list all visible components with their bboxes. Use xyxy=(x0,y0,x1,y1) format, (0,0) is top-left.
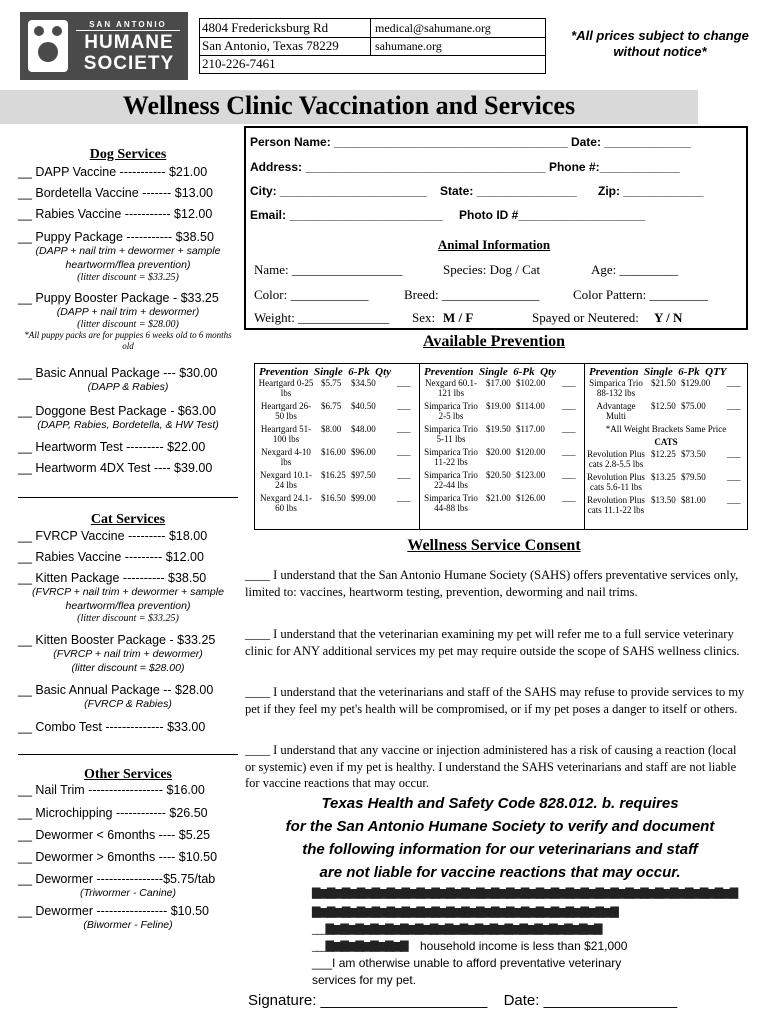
puppy-booster-discount: (litter discount = $28.00) xyxy=(77,319,179,330)
logo-top-text: SAN ANTONIO xyxy=(76,20,180,31)
dog-service-rabies: __ Rabies Vaccine ----------- $12.00 xyxy=(18,207,213,221)
consent-title: Wellness Service Consent xyxy=(407,537,581,554)
quantity-field[interactable]: ___ xyxy=(397,424,411,434)
state-field[interactable]: State: _______________ xyxy=(440,184,577,198)
other-service-microchipping: __ Microchipping ------------ $26.50 xyxy=(18,806,208,820)
product-name: Nexgard 4-10 lbs xyxy=(261,447,311,467)
spayed-neutered-field[interactable]: Y / N xyxy=(654,310,683,325)
services-list xyxy=(18,133,238,932)
six-pack-price: $79.50 xyxy=(681,472,706,482)
email-field[interactable]: Email: _______________________ xyxy=(250,208,443,222)
quantity-field[interactable]: ___ xyxy=(397,470,411,480)
product-name: Nexgard 24.1-60 lbs xyxy=(260,493,312,513)
dog-services-heading: Dog Services xyxy=(89,147,167,162)
product-name: Simparica Trio 5-11 lbs xyxy=(424,424,478,444)
prevention-row xyxy=(585,472,747,495)
prevention-row xyxy=(255,447,419,470)
sex-field[interactable]: M / F xyxy=(443,310,474,325)
person-name-field[interactable]: Person Name: ___________________________________ Date: _____________ xyxy=(250,135,692,149)
kitten-litter-discount: (litter discount = $33.25) xyxy=(77,613,179,624)
triwormer-detail: (Triwormer - Canine) xyxy=(79,887,177,899)
garbled-text-line: ▇▆▇▆▇▆▇▆▇▆▇▆▇▆▇▆▇▆▇▆▇▆▇▆▇▆▇▆▇▆▇▆▇▆▇▆▇▆▇▆▇ xyxy=(312,905,618,918)
prevention-header: Prevention Single 6-Pk Qty xyxy=(424,366,557,378)
color-field[interactable]: Color: ____________ xyxy=(254,287,369,302)
product-name: Revolution Plus cats 2.8-5.5 lbs xyxy=(587,449,645,469)
single-price: $13.50 xyxy=(651,495,676,505)
breed-field[interactable]: Breed: _______________ xyxy=(404,287,540,302)
six-pack-price: $34.50 xyxy=(351,378,376,388)
kitten-package-detail-1: (FVRCP + nail trim + dewormer + sample xyxy=(32,586,224,598)
client-info-box xyxy=(244,126,748,330)
animal-info-heading: Animal Information xyxy=(437,237,551,252)
six-pack-price: $126.00 xyxy=(516,493,546,503)
prevention-row xyxy=(585,378,747,401)
cats-label: CATS xyxy=(654,437,678,447)
humane-society-logo xyxy=(20,12,188,80)
income-line-3: services for my pet. xyxy=(312,973,417,987)
prevention-row xyxy=(255,493,419,516)
six-pack-price: $114.00 xyxy=(516,401,545,411)
single-price: $8.00 xyxy=(321,424,342,434)
six-pack-price: $97.50 xyxy=(351,470,376,480)
other-services-heading: Other Services xyxy=(84,767,172,782)
cat-service-rabies: __ Rabies Vaccine --------- $12.00 xyxy=(18,550,204,564)
quantity-field[interactable]: ___ xyxy=(562,447,576,457)
consent-paragraph-3: ____ I understand that the veterinarians and staff of the SAHS may refuse to provide services to my pet if they feel my pet's health will be compromised, or if my pet poses a danger to itself or others. xyxy=(245,685,745,716)
six-pack-price: $99.00 xyxy=(351,493,376,503)
product-name: Nexgard 60.1-121 lbs xyxy=(425,378,477,398)
puppy-pack-note: *All puppy packs are for puppies 6 weeks old to 6 months old xyxy=(24,330,232,351)
texas-code-notice: Texas Health and Safety Code 828.012. b. requires for the San Antonio Humane Society to verify and document the following information for our veterinarians and staff are not liable for vaccine reactions that may occur. xyxy=(285,795,715,881)
address-field[interactable]: Address: ____________________________________ Phone #:____________ xyxy=(250,160,680,174)
other-service-biwormer: __ Dewormer ----------------- $10.50 xyxy=(18,904,209,918)
dog-service-heartworm-test: __ Heartworm Test --------- $22.00 xyxy=(18,440,206,454)
price-note: *All prices subject to change without notice* xyxy=(571,28,749,59)
other-service-dewormer-over-6mo: __ Dewormer > 6months ---- $10.50 xyxy=(18,850,218,864)
contact-box xyxy=(199,18,546,74)
single-price: $19.50 xyxy=(486,424,511,434)
biwormer-detail: (Biwormer - Feline) xyxy=(83,919,173,931)
prevention-column-2 xyxy=(420,364,585,529)
prevention-column-1 xyxy=(255,364,420,529)
city-field[interactable]: City: ______________________ xyxy=(250,184,427,198)
cat-annual-detail: (FVRCP & Rabies) xyxy=(84,698,172,710)
product-name: Heartgard 26-50 lbs xyxy=(260,401,312,421)
garbled-text-line: ___▇▆▇▆▇▆▇▆▇▆▇▆▇▆▇▆▇▆▇▆▇▆▇▆▇▆▇▆▇▆▇▆▇▆▇▆▇ xyxy=(312,922,602,935)
weight-bracket-note: *All Weight Brackets Same Price xyxy=(605,424,727,434)
dog-service-doggone-best: __ Doggone Best Package - $63.00 xyxy=(18,404,217,418)
pet-silhouette-icon xyxy=(28,20,68,72)
color-pattern-field[interactable]: Color Pattern: _________ xyxy=(573,287,709,302)
spayed-neutered-label: Spayed or Neutered: xyxy=(532,310,639,325)
single-price: $5.75 xyxy=(321,378,342,388)
other-service-triwormer: __ Dewormer ----------------$5.75/tab xyxy=(18,872,216,886)
garbled-text-line: ___▇▆▇▆▇▆▇▆▇▆▇ xyxy=(312,939,408,952)
six-pack-price: $102.00 xyxy=(516,378,546,388)
zip-field[interactable]: Zip: ____________ xyxy=(598,184,704,198)
prevention-row xyxy=(420,470,584,493)
quantity-field[interactable]: ___ xyxy=(562,470,576,480)
prevention-row xyxy=(255,378,419,401)
puppy-package-detail-2: heartworm/flea prevention) xyxy=(65,259,191,271)
quantity-field[interactable]: ___ xyxy=(727,472,741,482)
quantity-field[interactable]: ___ xyxy=(562,378,576,388)
logo-line1: HUMANE xyxy=(84,32,174,53)
single-price: $21.00 xyxy=(486,493,511,503)
dog-service-bordetella: __ Bordetella Vaccine ------- $13.00 xyxy=(18,186,213,200)
prevention-row xyxy=(585,401,747,424)
age-field[interactable]: Age: _________ xyxy=(591,262,679,277)
product-name: Heartgard 51-100 lbs xyxy=(260,424,312,444)
puppy-litter-discount: (litter discount = $33.25) xyxy=(77,272,179,283)
prevention-row xyxy=(420,493,584,516)
quantity-field[interactable]: ___ xyxy=(397,378,411,388)
cat-services-heading: Cat Services xyxy=(90,512,166,527)
species-field[interactable]: Species: Dog / Cat xyxy=(443,262,541,277)
photo-id-field[interactable]: Photo ID #___________________ xyxy=(459,208,646,222)
product-name: Advantage Multi xyxy=(596,401,636,421)
quantity-field[interactable]: ___ xyxy=(727,449,741,459)
single-price: $16.50 xyxy=(321,493,346,503)
single-price: $13.25 xyxy=(651,472,676,482)
single-price: $6.75 xyxy=(321,401,342,411)
product-name: Revolution Plus cats 11.1-22 lbs xyxy=(587,495,645,515)
prevention-table xyxy=(254,363,748,530)
consent-paragraph-4: ____ I understand that any vaccine or injection administered has a risk of causing a reaction (local or systemic) even if my pet is healthy. I understand the SAHS veterinarians and staff are not liable for vaccine reactions that may occur. xyxy=(245,743,737,790)
cat-service-kitten-package: __ Kitten Package ---------- $38.50 xyxy=(18,571,207,585)
product-name: Revolution Plus cats 5.6-11 lbs xyxy=(587,472,645,492)
prevention-row xyxy=(255,401,419,424)
cat-service-basic-annual: __ Basic Annual Package -- $28.00 xyxy=(18,683,214,697)
prevention-row xyxy=(420,447,584,470)
product-name: Simparica Trio 22-44 lbs xyxy=(424,470,478,490)
puppy-booster-detail: (DAPP + nail trim + dewormer) xyxy=(56,306,200,318)
single-price: $19.00 xyxy=(486,401,511,411)
prevention-header: Prevention Single 6-Pk QTY xyxy=(589,366,727,378)
product-name: Simparica Trio 2-5 lbs xyxy=(424,401,478,421)
signature-date-field[interactable]: Date: ________________ xyxy=(503,992,678,1009)
six-pack-price: $81.00 xyxy=(681,495,706,505)
dog-service-basic-annual: __ Basic Annual Package --- $30.00 xyxy=(18,366,218,380)
quantity-field[interactable]: ___ xyxy=(727,401,741,411)
dog-service-puppy-booster: __ Puppy Booster Package - $33.25 xyxy=(18,291,219,305)
single-price: $20.50 xyxy=(486,470,511,480)
cat-service-combo-test: __ Combo Test -------------- $33.00 xyxy=(18,720,206,734)
address-line-1: 4804 Fredericksburg Rd xyxy=(202,20,329,35)
page-title: Wellness Clinic Vaccination and Services xyxy=(122,91,576,120)
cat-service-kitten-booster: __ Kitten Booster Package - $33.25 xyxy=(18,633,216,647)
prevention-header: Prevention Single 6-Pk Qty xyxy=(259,366,392,378)
sex-label: Sex: xyxy=(412,310,436,325)
single-price: $16.25 xyxy=(321,470,346,480)
quantity-field[interactable]: ___ xyxy=(397,493,411,503)
single-price: $21.50 xyxy=(651,378,676,388)
prevention-row xyxy=(585,449,747,472)
phone-number: 210-226-7461 xyxy=(202,56,276,71)
signature-line xyxy=(248,992,748,1009)
single-price: $12.25 xyxy=(651,449,676,459)
product-name: Nexgard 10.1-24 lbs xyxy=(260,470,312,490)
kitten-booster-detail: (FVRCP + nail trim + dewormer) xyxy=(53,648,203,660)
weight-field[interactable]: Weight: ______________ xyxy=(254,310,390,325)
quantity-field[interactable]: ___ xyxy=(397,401,411,411)
dog-service-heartworm-4dx: __ Heartworm 4DX Test ---- $39.00 xyxy=(18,461,213,475)
six-pack-price: $75.00 xyxy=(681,401,706,411)
other-service-nail-trim: __ Nail Trim ------------------ $16.00 xyxy=(18,783,205,797)
product-name: Simparica Trio 44-88 lbs xyxy=(424,493,478,513)
six-pack-price: $48.00 xyxy=(351,424,376,434)
six-pack-price: $96.00 xyxy=(351,447,376,457)
single-price: $20.00 xyxy=(486,447,511,457)
quantity-field[interactable]: ___ xyxy=(397,447,411,457)
prevention-row xyxy=(585,495,747,518)
six-pack-price: $129.00 xyxy=(681,378,711,388)
quantity-field[interactable]: ___ xyxy=(562,493,576,503)
quantity-field[interactable]: ___ xyxy=(562,401,576,411)
animal-name-field[interactable]: Name: _________________ xyxy=(254,262,403,277)
product-name: Heartgard 0-25 lbs xyxy=(258,378,314,398)
six-pack-price: $120.00 xyxy=(516,447,546,457)
kitten-package-detail-2: heartworm/flea prevention) xyxy=(65,600,191,612)
divider xyxy=(18,497,238,498)
dog-service-dapp: __ DAPP Vaccine ----------- $21.00 xyxy=(18,165,208,179)
other-service-dewormer-under-6mo: __ Dewormer < 6months ---- $5.25 xyxy=(18,828,211,842)
address-line-2: San Antonio, Texas 78229 xyxy=(202,38,339,53)
six-pack-price: $117.00 xyxy=(516,424,545,434)
signature-field[interactable]: Signature: ____________________ xyxy=(248,992,488,1009)
doggone-best-detail: (DAPP, Rabies, Bordetella, & HW Test) xyxy=(37,419,219,431)
prevention-row xyxy=(420,378,584,401)
consent-paragraph-2: ____ I understand that the veterinarian examining my pet will refer me to a full service veterinary clinic for ANY additional services my pet may require outside the scope of SAHS wellness clinics. xyxy=(245,627,740,658)
six-pack-price: $73.50 xyxy=(681,449,706,459)
single-price: $12.50 xyxy=(651,401,676,411)
prevention-row xyxy=(255,470,419,493)
kitten-booster-discount: (litter discount = $28.00) xyxy=(71,662,185,674)
puppy-package-detail-1: (DAPP + nail trim + dewormer + sample xyxy=(35,245,221,257)
dog-annual-detail: (DAPP & Rabies) xyxy=(87,381,169,393)
cat-service-fvrcp: __ FVRCP Vaccine --------- $18.00 xyxy=(18,529,208,543)
single-price: $16.00 xyxy=(321,447,346,457)
prevention-row xyxy=(420,401,584,424)
product-name: Simparica Trio 11-22 lbs xyxy=(424,447,478,467)
website: sahumane.org xyxy=(375,39,442,53)
prevention-title: Available Prevention xyxy=(422,333,566,350)
income-line-2: ___I am otherwise unable to afford preventative veterinary xyxy=(312,956,622,970)
garbled-text-line: ▇▆▇▆▇▆▇▆▇▆▇▆▇▆▇▆▇▆▇▆▇▆▇▆▇▆▇▆▇▆▇▆▇▆▇▆▇▆▇▆▇▆▇▆▇▆▇▆▇▆▇▆▇▆▇▆▇ xyxy=(312,886,738,899)
dog-service-puppy-package: __ Puppy Package ----------- $38.50 xyxy=(18,230,214,244)
email-address: medical@sahumane.org xyxy=(375,21,491,35)
prevention-row xyxy=(420,424,584,447)
consent-paragraph-1: ____ I understand that the San Antonio Humane Society (SAHS) offers preventative services only, limited to: vaccines, heartworm testing, prevention, deworming and nail trims. xyxy=(245,568,739,599)
product-name: Simparica Trio 88-132 lbs xyxy=(589,378,643,398)
quantity-field[interactable]: ___ xyxy=(562,424,576,434)
six-pack-price: $123.00 xyxy=(516,470,546,480)
quantity-field[interactable]: ___ xyxy=(727,378,741,388)
logo-line2: SOCIETY xyxy=(83,53,175,74)
income-line-1: household income is less than $21,000 xyxy=(420,939,628,953)
prevention-row xyxy=(255,424,419,447)
single-price: $17.00 xyxy=(486,378,511,388)
six-pack-price: $40.50 xyxy=(351,401,376,411)
prevention-column-3 xyxy=(585,364,747,529)
quantity-field[interactable]: ___ xyxy=(727,495,741,505)
divider xyxy=(18,754,238,755)
